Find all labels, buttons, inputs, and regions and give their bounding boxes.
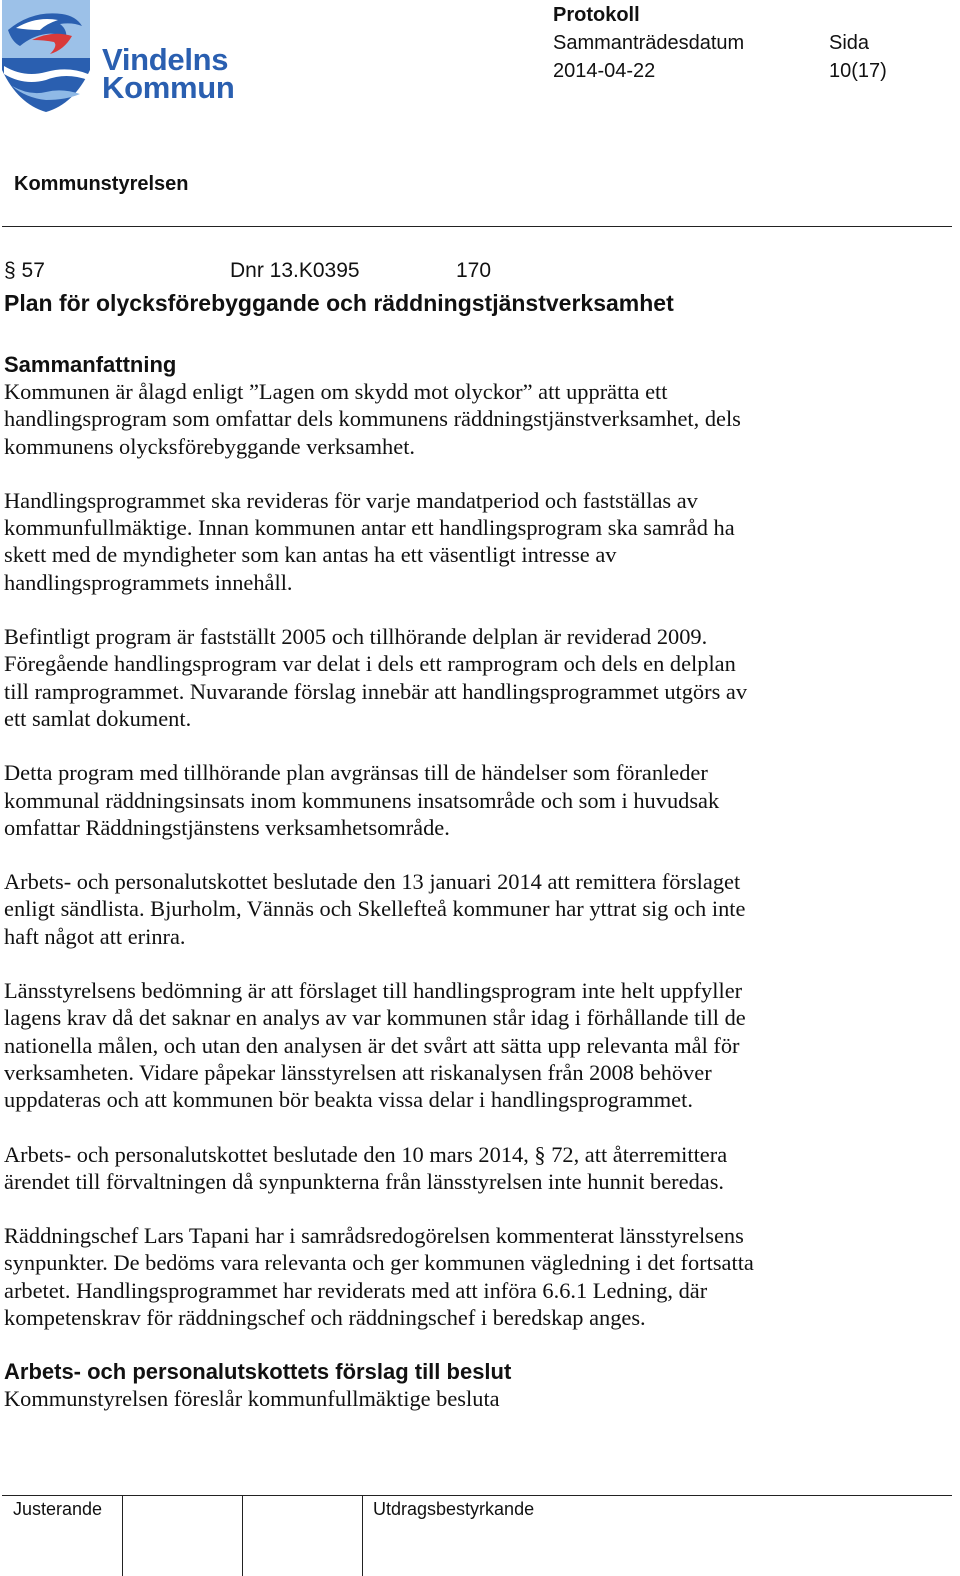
organ-name: Kommunstyrelsen (14, 173, 189, 195)
logo-text-line1: Vindelns (102, 42, 229, 77)
page-number: 10(17) (829, 60, 887, 82)
summary-paragraph-5: Arbets- och personalutskottet beslutade den 13 januari 2014 att remittera förslaget enligt sändlista. Bjurholm, Vännäs och Skellefteå kommuner har yttrat sig och inte haft något att erinra. (4, 869, 746, 949)
summary-paragraph-2: Handlingsprogrammet ska revideras för varje mandatperiod och fastställas av kommunfullmäktige. Innan kommunen antar ett handlingsprogram ska samråd ha skett med de myndigheter som kan antas ha ett väsentligt intresse av handlingsprogrammets innehåll. (4, 487, 735, 595)
footer-column-divider (122, 1495, 123, 1576)
logo-text-line2: Kommun (102, 70, 235, 105)
summary-paragraph-7: Arbets- och personalutskottet beslutade den 10 mars 2014, § 72, att återremittera ärendet till förvaltningen då synpunkterna från länsstyrelsen inte hunnit beredas. (4, 1141, 728, 1194)
summary-paragraph-8: Räddningschef Lars Tapani har i samrådsredogörelsen kommenterat länsstyrelsens synpunkter. De bedöms vara relevanta och ger kommunen vägledning i det fortsatta arbetet. Handlingsprogrammet har reviderats med att införa 6.6.1 Ledning, där kompetenskrav för räddningschef och räddningschef i beredskap anges. (4, 1223, 754, 1331)
footer-divider (2, 1495, 952, 1496)
proposal-heading: Arbets- och personalutskottets förslag till beslut (4, 1359, 512, 1385)
footer-justerande-label: Justerande (13, 1499, 103, 1519)
footer-column-divider (362, 1495, 363, 1576)
case-code: 170 (456, 259, 492, 282)
document-body (4, 351, 944, 1413)
proposal-text: Kommunstyrelsen föreslår kommunfullmäktige besluta (4, 1386, 500, 1412)
meeting-date-label: Sammanträdesdatum (553, 32, 745, 54)
document-type: Protokoll (553, 4, 640, 26)
summary-heading: Sammanfattning (4, 352, 177, 377)
municipality-logo (2, 0, 242, 116)
summary-paragraph-1: Kommunen är ålagd enligt ”Lagen om skydd mot olyckor” att upprätta ett handlingsprogram som omfattar dels kommunens räddningstjänstverksamhet, dels kommunens olycksförebyggande verksamhet. (4, 379, 741, 459)
meeting-date: 2014-04-22 (553, 60, 656, 82)
footer-column-divider (242, 1495, 243, 1576)
logo-emblem-icon (2, 0, 100, 116)
summary-paragraph-3: Befintligt program är fastställt 2005 och tillhörande delplan är reviderad 2009. Föregående handlingsprogram var delat i dels ett ramprogram och dels en delplan till ramprogrammet. Nuvarande förslag innebär att handlingsprogrammet utgörs av ett samlat dokument. (4, 624, 748, 731)
header-divider (2, 226, 952, 227)
case-title: Plan för olycksförebyggande och räddningstjänstverksamhet (4, 290, 674, 316)
summary-paragraph-6: Länsstyrelsens bedömning är att förslaget till handlingsprogram inte helt uppfyller lagens krav då det saknar en analys av var kommunen står idag i förhållande till de nationella målen, och utan den analysen är det svårt att sätta upp relevanta mål för verksamheten. Vidare påpekar länsstyrelsen att riskanalysen från 2008 behöver uppdateras och att kommunen bör beakta vissa delar i handlingsprogrammet. (4, 978, 746, 1113)
case-dnr: Dnr 13.K0395 (230, 259, 360, 282)
page-label: Sida (829, 32, 870, 54)
summary-paragraph-4: Detta program med tillhörande plan avgränsas till de händelser som föranleder kommunal räddningsinsats inom kommunens insatsområde och som i huvudsak omfattar Räddningstjänstens verksamhetsområde. (4, 760, 720, 840)
footer-utdrag-label: Utdragsbestyrkande (373, 1499, 535, 1519)
case-paragraph: § 57 (4, 259, 45, 282)
